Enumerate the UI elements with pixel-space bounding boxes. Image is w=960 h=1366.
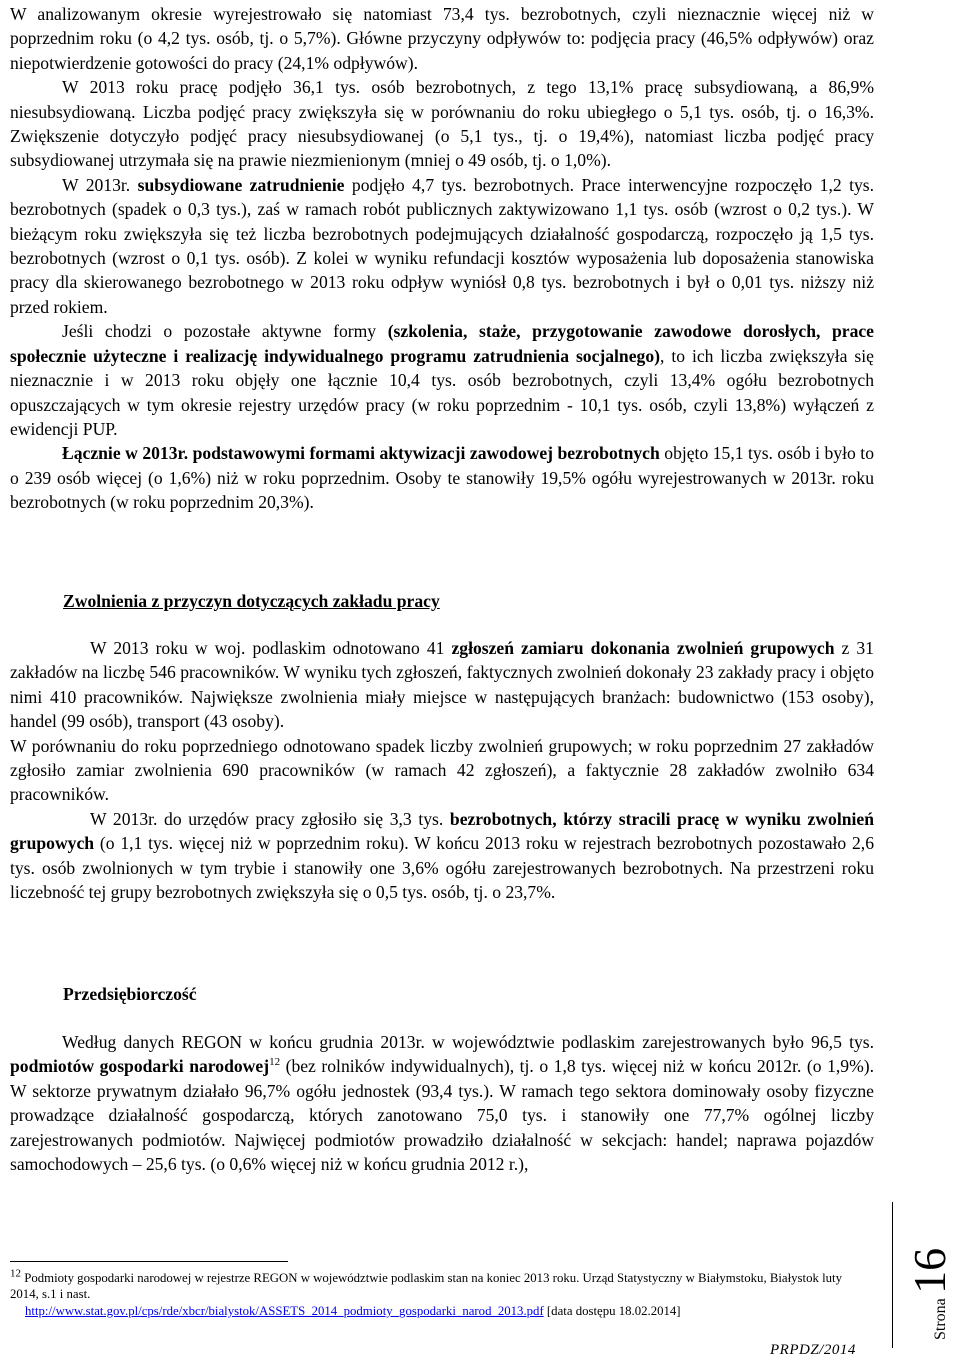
document-code: PRPDZ/2014 [770, 1342, 856, 1358]
footnote-access-date: [data dostępu 18.02.2014] [543, 1303, 681, 1318]
paragraph-regon: Według danych REGON w końcu grudnia 2013r. w województwie podlaskim zarejestrowanych było 96,5 tys. podmiotów gospodarki narodowej$^{12}$ (bez rolników indywidualnych), tj. o 1,8 tys. więcej niż w końcu 2012r. (o 1,9%). W sektorze prywatnym działało 96,7% ogółu jednostek (93,4 tys.). W ramach tego sektora dominowały osoby fizyczne prowadzące działalność gospodarczą, których zanotowano 75,0 tys. i stanowiły one 77,7% ogólnej liczby zarejestrowanych podmiotów. Najwięcej podmiotów prowadziło działalność w sekcjach: handel; naprawa pojazdów samochodowych – 25,6 tys. (o 0,6% więcej niż w końcu grudnia 2012 r.), [10, 1032, 874, 1175]
paragraph-layoff-comparison: W porównaniu do roku poprzedniego odnotowano spadek liczby zwolnień grupowych; w roku poprzednim 27 zakładów zgłosiło zamiar zwolnienia 690 pracowników (w ramach 42 zgłoszeń), a faktycznie 28 zakładów zwolniło 634 pracowników. [10, 735, 874, 805]
footnote-text: 12 Podmioty gospodarki narodowej w rejestrze REGON w województwie podlaskim stan na koniec 2013 roku. Urząd Statystyczny w Białymstoku, Białystok luty 2014, s.1 i nast. [10, 1267, 843, 1302]
body-section-activation [10, 2, 874, 515]
paragraph-subsidised-employment: W 2013r. subsydiowane zatrudnienie podjęło 4,7 tys. bezrobotnych. Prace interwencyjne rozpoczęło 1,2 tys. bezrobotnych (spadek o 0,3 tys.), zaś w ramach robót publicznych zaktywizowano 1,1 tys. osób (wzrost o 0,2 tys.). W bieżącym roku zwiększyła się też liczba bezrobotnych podejmujących działalność gospodarczą, rozpoczęło ją 1,5 tys. bezrobotnych (wzrost o 0,1 tys. osób). Z kolei w wyniku refundacji kosztów wyposażenia lub doposażenia stanowiska pracy dla skierowanego bezrobotnego w 2013 roku odpływ wyniósł 0,8 tys. bezrobotnych i był o 0,01 tys. niższy niż przed rokiem. [10, 174, 875, 317]
footnote-source [10, 1303, 870, 1319]
paragraph-total-activation: Łącznie w 2013r. podstawowymi formami aktywizacji zawodowej bezrobotnych objęto 15,1 tys. osób i było to o 239 osób więcej (o 1,6%) niż w roku poprzednim. Osoby te stanowiły 19,5% ogółu wyrejestrowanych w 2013r. roku bezrobotnych (w roku poprzednim 20,3%). [10, 443, 874, 513]
footnote [10, 1267, 870, 1319]
section-heading-group-layoffs: Zwolnienia z przyczyn dotyczących zakładu pracy [63, 591, 440, 611]
paragraph-layoff-unemployed: W 2013r. do urzędów pracy zgłosiło się 3,3 tys. bezrobotnych, którzy stracili pracę w wyniku zwolnień grupowych (o 1,1 tys. więcej niż w poprzednim roku). W końcu 2013 roku w rejestrach bezrobotnych pozostawało 2,6 tys. osób zwolnionych w tym trybie i stanowiły one 3,6% ogółu zarejestrowanych bezrobotnych. Na przestrzeni roku liczebność tej grupy bezrobotnych zwiększyła się o 0,5 tys. osób, tj. o 23,7%. [10, 808, 874, 903]
footnote-separator [10, 1261, 288, 1262]
section-heading-entrepreneurship: Przedsiębiorczość [63, 984, 197, 1004]
page-number-word: Strona [932, 1298, 949, 1340]
page-number [903, 1210, 960, 1340]
footnote-link[interactable]: http://www.stat.gov.pl/cps/rde/xbcr/bialystok/ASSETS_2014_podmioty_gospodarki_narod_2013.pdf [25, 1303, 544, 1318]
body-section-layoffs [10, 636, 874, 904]
paragraph-other-active-forms: Jeśli chodzi o pozostałe aktywne formy (szkolenia, staże, przygotowanie zawodowe dorosłych, prace społecznie użyteczne i realizację indywidualnego programu zatrudnienia socjalnego), to ich liczba zwiększyła się nieznacznie i w 2013 roku objęły one łącznie 10,4 tys. osób bezrobotnych, czyli 13,4% ogółu bezrobotnych opuszczających w tym okresie rejestry urzędów pracy (w roku poprzednim - 10,1 tys. osób, czyli 13,8%) wyłączeń z ewidencji PUP. [10, 321, 874, 439]
body-section-entrepreneurship [10, 1030, 874, 1176]
paragraph-outflows: W analizowanym okresie wyrejestrowało się natomiast 73,4 tys. bezrobotnych, czyli nieznacznie więcej niż w poprzednim roku (o 4,2 tys. osób, tj. o 5,7%). Główne przyczyny odpływów to: podjęcia pracy (46,5% odpływów) oraz niepotwierdzenie gotowości do pracy (24,1% odpływów). [10, 4, 874, 73]
paragraph-layoff-notifications: W 2013 roku w woj. podlaskim odnotowano 41 zgłoszeń zamiaru dokonania zwolnień grupowych z 31 zakładów na liczbę 546 pracowników. W wyniku tych zgłoszeń, faktycznych zwolnień dokonały 23 zakłady pracy i objęto nimi 410 pracowników. Największe zwolnienia miały miejsce w następujących branżach: budownictwo (153 osoby), handel (99 osób), transport (43 osoby). [10, 638, 874, 732]
footnote-reference[interactable]: 12 [269, 1056, 281, 1069]
page-number-divider [892, 1202, 893, 1348]
paragraph-job-takeups: W 2013 roku pracę podjęło 36,1 tys. osób bezrobotnych, z tego 13,1% pracę subsydiowaną, a 86,9% niesubsydiowaną. Liczba podjęć pracy zwiększyła się w porównaniu do roku ubiegłego o 5,1 tys. osób, tj. o 16,3%. Zwiększenie dotyczyło podjęć pracy niesubsydiowanej (o 5,1 tys., tj. o 19,4%), natomiast liczba podjęć pracy subsydiowanej utrzymała się na prawie niezmienionym (mniej o 49 osób, tj. o 1,0%). [10, 77, 874, 171]
page-number-value: 16 [904, 1247, 955, 1294]
footnote-number: 12 [10, 1267, 21, 1280]
